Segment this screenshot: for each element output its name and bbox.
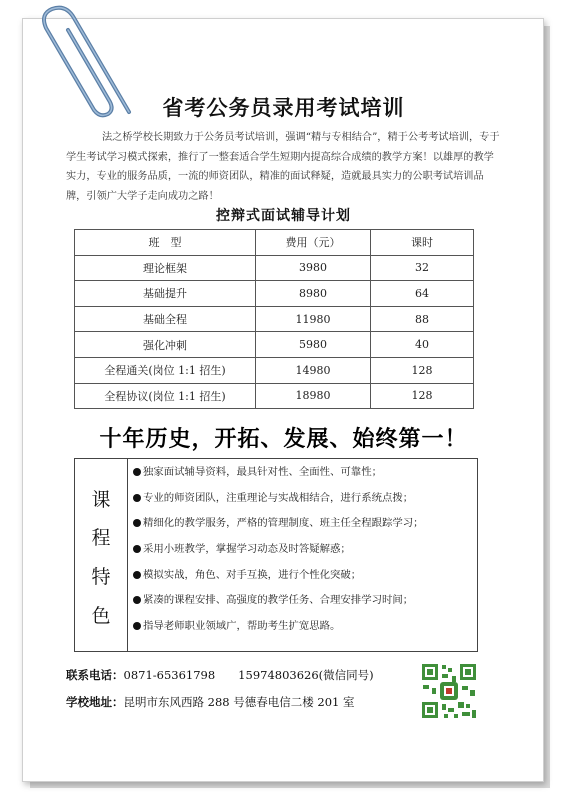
feature-text: 紧凑的课程安排、高强度的教学任务、合理安排学习时间； [143, 594, 414, 607]
slogan-banner: 十年历史，开拓、发展、始终第一！ [99, 427, 468, 452]
features-list [133, 465, 473, 645]
column-header-fee: 费用（元） [256, 230, 371, 256]
features-label-char: 程 [91, 527, 111, 549]
phone-label: 联系电话： [66, 668, 124, 682]
class-name-cell: 全程协议(岗位 1:1 招生) [75, 383, 256, 409]
features-label [75, 459, 128, 651]
fee-cell: 14980 [256, 357, 371, 383]
list-item [133, 593, 473, 619]
bullet-dot-icon [133, 622, 141, 630]
fee-cell: 8980 [256, 281, 371, 307]
table-row [75, 383, 474, 409]
address-value: 昆明市东风西路 288 号德春电信二楼 201 室 [123, 695, 355, 709]
plan-title: 控辩式面试辅导计划 [216, 208, 351, 224]
hours-cell: 64 [371, 281, 474, 307]
page-title: 省考公务员录用考试培训 [162, 95, 405, 120]
hours-cell: 128 [371, 383, 474, 409]
table-row [75, 255, 474, 281]
hours-cell: 32 [371, 255, 474, 281]
feature-text: 指导老师职业领域广，帮助考生扩宽思路。 [143, 620, 341, 633]
hours-cell: 40 [371, 332, 474, 358]
table-header-row [75, 230, 474, 256]
bullet-dot-icon [133, 545, 141, 553]
bullet-dot-icon [133, 519, 141, 527]
contact-address [66, 694, 355, 710]
table-row [75, 332, 474, 358]
feature-text: 采用小班教学，掌握学习动态及时答疑解惑； [143, 543, 351, 556]
class-name-cell: 基础提升 [75, 281, 256, 307]
price-table [74, 229, 474, 409]
bullet-dot-icon [133, 571, 141, 579]
list-item [133, 542, 473, 568]
feature-text: 精细化的教学服务，严格的管理制度、班主任全程跟踪学习； [143, 517, 424, 530]
list-item [133, 619, 473, 645]
bullet-dot-icon [133, 596, 141, 604]
features-box [74, 458, 478, 652]
table-row [75, 281, 474, 307]
list-item [133, 465, 473, 491]
table-row [75, 357, 474, 383]
column-header-class: 班 型 [75, 230, 256, 256]
fee-cell: 5980 [256, 332, 371, 358]
feature-text: 模拟实战，角色、对手互换，进行个性化突破； [143, 568, 362, 581]
hours-cell: 128 [371, 357, 474, 383]
bullet-dot-icon [133, 468, 141, 476]
table-row [75, 306, 474, 332]
list-item [133, 516, 473, 542]
phone-value: 0871-65361798 15974803626(微信同号) [123, 668, 374, 682]
class-name-cell: 理论框架 [75, 255, 256, 281]
feature-text: 专业的师资团队，注重理论与实战相结合，进行系统点拨； [143, 491, 414, 504]
class-name-cell: 基础全程 [75, 306, 256, 332]
features-label-char: 课 [91, 489, 111, 511]
class-name-cell: 强化冲刺 [75, 332, 256, 358]
hours-cell: 88 [371, 306, 474, 332]
features-label-char: 特 [91, 566, 111, 588]
class-name-cell: 全程通关(岗位 1:1 招生) [75, 357, 256, 383]
list-item [133, 491, 473, 517]
qr-code-icon [418, 660, 480, 722]
fee-cell: 18980 [256, 383, 371, 409]
fee-cell: 11980 [256, 306, 371, 332]
address-label: 学校地址： [66, 695, 124, 709]
bullet-dot-icon [133, 494, 141, 502]
fee-cell: 3980 [256, 255, 371, 281]
intro-paragraph: 法之桥学校长期致力于公务员考试培训，强调“精与专相结合”，精于公考考试培训，专于学生考试学习模式探索，推行了一整套适合学生短期内提高综合成绩的教学方案！以雄厚的教学实力，专业的服务品质，一流的师资团队，精准的面试释疑，造就最具实力的公职考试培训品牌，引领广大学子走向成功之路！ [66, 132, 500, 202]
feature-text: 独家面试辅导资料，最具针对性、全面性、可靠性； [143, 466, 382, 478]
contact-phone [66, 667, 374, 683]
column-header-hours: 课时 [371, 230, 474, 256]
list-item [133, 568, 473, 594]
features-label-char: 色 [91, 605, 111, 627]
